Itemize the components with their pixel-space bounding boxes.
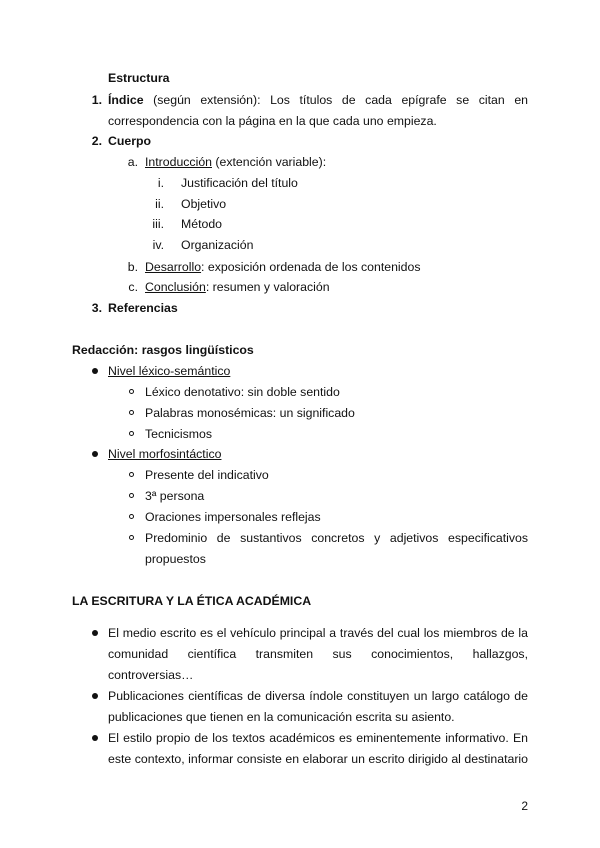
item-text: (según extensión): Los títulos de cada epígrafe se citan en [143, 93, 528, 107]
circle-bullet-icon [129, 535, 134, 540]
list-item: Oraciones impersonales reflejas [145, 510, 321, 524]
list-item-metodo: Método [181, 217, 223, 231]
list-item-organizacion: Organización [181, 238, 254, 252]
paragraph-line: comunidad científica transmiten sus conocimientos, hallazgos, [108, 647, 528, 661]
list-item: Tecnicismos [145, 427, 212, 441]
list-item-objetivo: Objetivo [181, 197, 227, 211]
list-item-continuation: correspondencia con la página en la que cada uno empieza. [108, 114, 437, 128]
circle-bullet-icon [129, 493, 134, 498]
item-text: (extención variable): [212, 155, 327, 169]
item-title: Introducción [145, 155, 212, 169]
item-text: : resumen y valoración [205, 280, 330, 294]
circle-bullet-icon [129, 389, 134, 394]
paragraph-line: Publicaciones científicas de diversa índole constituyen un largo catálogo de [108, 689, 528, 703]
bullet-icon [92, 735, 98, 741]
list-item-justificacion: Justificación del título [181, 176, 298, 190]
section-heading-estructura: Estructura [108, 71, 170, 85]
list-item: Presente del indicativo [145, 468, 269, 482]
circle-bullet-icon [129, 514, 134, 519]
list-marker: 1. [91, 93, 102, 107]
page-number: 2 [521, 799, 528, 813]
item-text: : exposición ordenada de los contenidos [201, 260, 421, 274]
list-item-indice [108, 90, 528, 111]
paragraph-line: publicaciones que tienen en la comunicación escrita su asiento. [108, 710, 455, 724]
list-marker: iii. [152, 217, 164, 231]
list-marker: ii. [155, 197, 164, 211]
list-item: Predominio de sustantivos concretos y adjetivos especificativos [145, 531, 528, 545]
section-heading-redaccion: Redacción: rasgos lingüísticos [72, 343, 254, 357]
list-item-desarrollo [145, 257, 421, 278]
list-marker: 2. [91, 134, 102, 148]
list-item-nivel-lexico: Nivel léxico-semántico [108, 364, 231, 378]
list-item-continuation: propuestos [145, 552, 206, 566]
circle-bullet-icon [129, 431, 134, 436]
bullet-icon [92, 693, 98, 699]
paragraph-line: controversias… [108, 668, 194, 682]
circle-bullet-icon [129, 410, 134, 415]
circle-bullet-icon [129, 472, 134, 477]
list-marker: iv. [152, 238, 164, 252]
list-marker: a. [127, 155, 138, 169]
list-marker: i. [157, 176, 164, 190]
bullet-icon [92, 451, 98, 457]
bullet-icon [92, 368, 98, 374]
list-marker: b. [127, 260, 138, 274]
list-item-conclusion [145, 277, 330, 298]
list-marker: 3. [91, 301, 102, 315]
list-item: 3ª persona [145, 489, 205, 503]
item-title: Índice [108, 93, 144, 107]
list-item-cuerpo: Cuerpo [108, 134, 152, 148]
list-item: Palabras monosémicas: un significado [145, 406, 355, 420]
list-item-introduccion [145, 152, 326, 173]
paragraph-line: este contexto, informar consiste en elaborar un escrito dirigido al destinatario [108, 752, 528, 766]
list-item-referencias: Referencias [108, 301, 178, 315]
item-title: Conclusión [145, 280, 206, 294]
paragraph-line: El estilo propio de los textos académicos es eminentemente informativo. En [108, 731, 528, 745]
item-title: Desarrollo [145, 260, 202, 274]
list-item: Léxico denotativo: sin doble sentido [145, 385, 340, 399]
paragraph-line: El medio escrito es el vehículo principal a través del cual los miembros de la [108, 626, 528, 640]
list-marker: c. [128, 280, 138, 294]
bullet-icon [92, 630, 98, 636]
list-item-nivel-morfosintactico: Nivel morfosintáctico [108, 447, 222, 461]
section-heading-etica: LA ESCRITURA Y LA ÉTICA ACADÉMICA [72, 594, 312, 608]
